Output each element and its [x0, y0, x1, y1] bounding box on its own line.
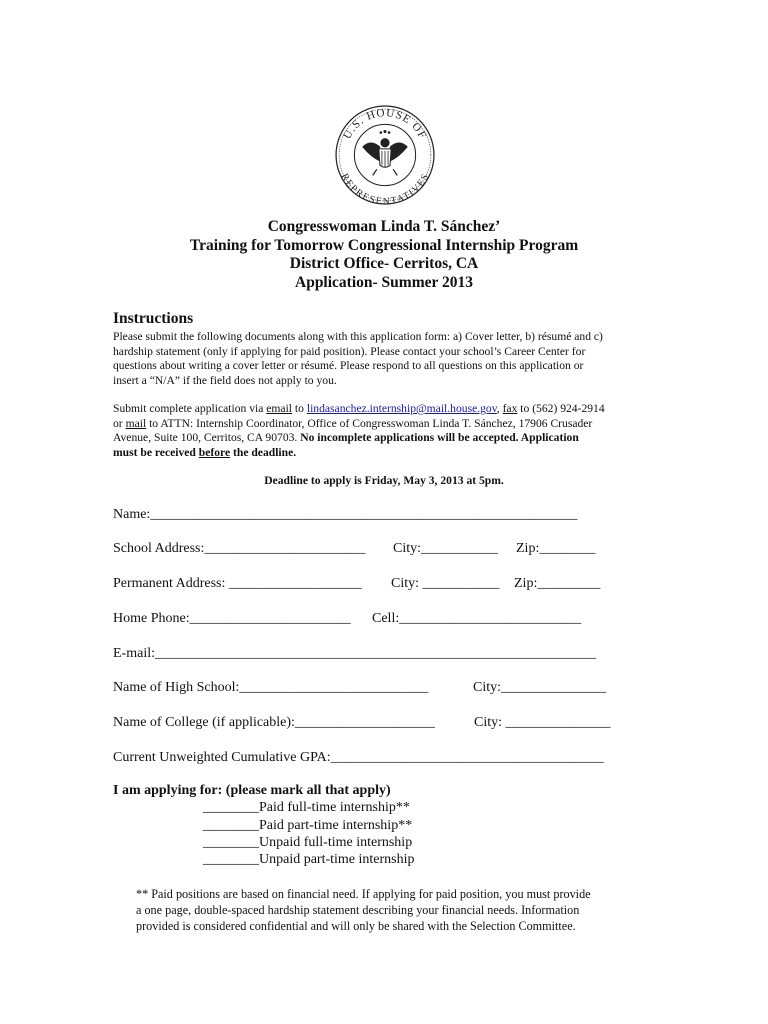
title-line-3: District Office- Cerritos, CA: [289, 255, 479, 273]
submission-paragraph: [113, 402, 673, 460]
title-line-2: Training for Tomorrow Congressional Internship Program: [189, 236, 579, 254]
submission-line-3: [113, 431, 673, 446]
title-line-4: Application- Summer 2013: [295, 274, 473, 292]
name-field[interactable]: Name:_____________________________________________________________: [113, 507, 578, 522]
paid-positions-note: [136, 886, 591, 935]
text: to: [292, 402, 307, 415]
email-word: email: [266, 402, 293, 415]
seal-top-text: U.S. HOUSE OF: [341, 107, 429, 142]
permanent-address-field[interactable]: Permanent Address: ___________________: [113, 576, 362, 591]
note-line: a one page, double-spaced hardship statement describing your financial needs. Information: [136, 903, 580, 918]
cell-field[interactable]: Cell:__________________________: [372, 611, 582, 626]
instructions-line: hardship statement (only if applying for paid position). Please contact your school’s Career Center for: [113, 344, 586, 358]
home-phone-field[interactable]: Home Phone:_______________________: [113, 611, 351, 626]
instructions-line: insert a “N/A” if the field does not apply to you.: [113, 373, 337, 387]
submission-line-4: [113, 446, 673, 461]
school-zip-field[interactable]: Zip:________: [516, 541, 596, 556]
permanent-zip-field[interactable]: Zip:_________: [514, 576, 601, 591]
page-title: [0, 218, 768, 293]
school-address-field[interactable]: School Address:_______________________: [113, 541, 366, 556]
option-paid-full-time[interactable]: ________Paid full-time internship**: [203, 800, 410, 815]
high-school-city-field[interactable]: City:_______________: [473, 680, 607, 695]
house-seal-logo: [334, 104, 436, 206]
text: Avenue, Suite 100, Cerritos, CA 90703.: [113, 431, 301, 444]
email-field[interactable]: E-mail:_______________________________________________________________: [113, 646, 596, 661]
text: to (562) 924-2914: [517, 402, 605, 415]
submission-line-2: [113, 417, 673, 432]
permanent-city-field[interactable]: City: ___________: [391, 576, 500, 591]
instructions-line: questions about writing a cover letter or résumé. Please respond to all questions on this application or: [113, 359, 584, 372]
instructions-heading: Instructions: [113, 310, 194, 327]
option-paid-part-time[interactable]: ________Paid part-time internship**: [203, 818, 413, 833]
svg-text:REPRESENTATIVES: [339, 172, 431, 206]
gpa-field[interactable]: Current Unweighted Cumulative GPA:_______________________________________: [113, 750, 604, 765]
note-line: provided is considered confidential and will only be shared with the Selection Committee.: [136, 919, 576, 934]
before-word: before: [198, 445, 231, 459]
college-field[interactable]: Name of College (if applicable):____________________: [113, 715, 435, 730]
text: Submit complete application via: [113, 402, 267, 415]
high-school-field[interactable]: Name of High School:___________________________: [113, 680, 429, 695]
instructions-paragraph: [113, 330, 673, 388]
college-city-field[interactable]: City: _______________: [474, 715, 611, 730]
text: must be received: [113, 445, 199, 459]
option-unpaid-part-time[interactable]: ________Unpaid part-time internship: [203, 852, 415, 867]
option-unpaid-full-time[interactable]: ________Unpaid full-time internship: [203, 835, 413, 850]
submission-line-1: [113, 402, 673, 417]
fax-word: fax: [502, 402, 518, 415]
text: or: [113, 416, 126, 430]
text: to ATTN: Internship Coordinator, Office of Congresswoman Linda T. Sánchez, 17906 Crusader: [146, 416, 593, 430]
warning-text: No incomplete applications will be accepted. Application: [300, 431, 579, 444]
mail-word: mail: [125, 416, 147, 430]
applying-for-heading: I am applying for: (please mark all that apply): [113, 783, 391, 798]
instructions-line: Please submit the following documents along with this application form: a) Cover letter, b) résumé and c): [113, 330, 603, 343]
email-link[interactable]: lindasanchez.internship@mail.house.gov: [306, 402, 497, 415]
text: the deadline.: [230, 445, 297, 459]
seal-bottom-text: REPRESENTATIVES: [338, 171, 432, 206]
note-line: ** Paid positions are based on financial need. If applying for paid position, you must provide: [136, 887, 591, 901]
text: ,: [496, 402, 503, 415]
deadline-notice: Deadline to apply is Friday, May 3, 2013 at 5pm.: [264, 474, 504, 487]
school-city-field[interactable]: City:___________: [393, 541, 499, 556]
title-line-1: Congresswoman Linda T. Sánchez’: [267, 218, 501, 235]
eagle-icon: [363, 131, 408, 176]
